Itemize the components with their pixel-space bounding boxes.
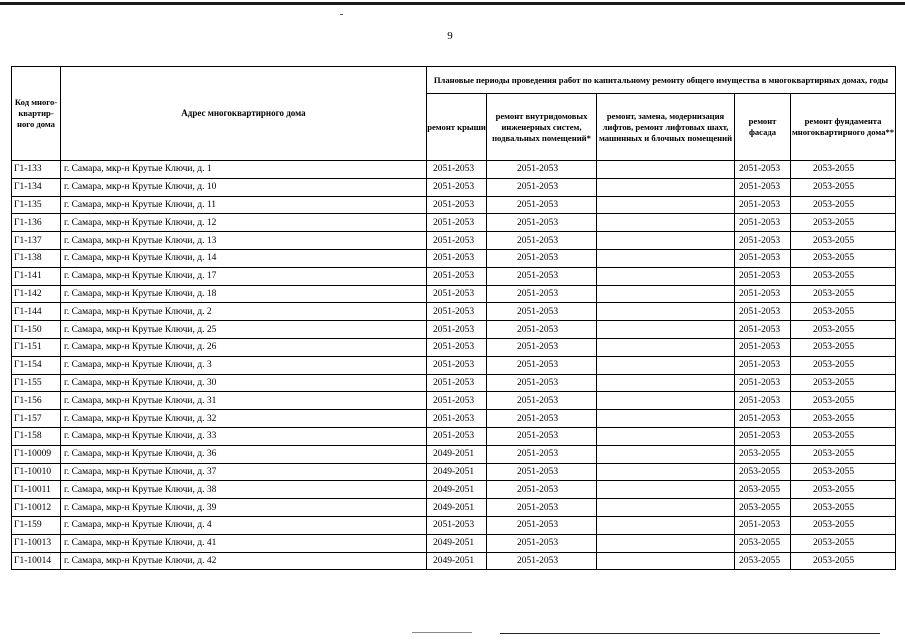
row-lifts-period [597, 374, 735, 392]
row-code: Г1-135 [12, 196, 61, 214]
row-address: г. Самара, мкр-н Крутые Ключи, д. 32 [61, 410, 427, 428]
row-engineering-period: 2051-2053 [487, 303, 597, 321]
row-foundation-period: 2053-2055 [791, 196, 896, 214]
table-row [12, 534, 896, 552]
row-facade-period: 2053-2055 [735, 552, 791, 570]
row-address: г. Самара, мкр-н Крутые Ключи, д. 14 [61, 249, 427, 267]
row-foundation-period: 2053-2055 [791, 321, 896, 339]
row-roof-period: 2049-2051 [427, 481, 487, 499]
row-code: Г1-156 [12, 392, 61, 410]
row-code: Г1-159 [12, 516, 61, 534]
table-row [12, 249, 896, 267]
row-facade-period: 2051-2053 [735, 267, 791, 285]
row-roof-period: 2051-2053 [427, 516, 487, 534]
row-engineering-period: 2051-2053 [487, 463, 597, 481]
table-row [12, 392, 896, 410]
row-foundation-period: 2053-2055 [791, 338, 896, 356]
row-code: Г1-10013 [12, 534, 61, 552]
row-address: г. Самара, мкр-н Крутые Ключи, д. 33 [61, 427, 427, 445]
row-engineering-period: 2051-2053 [487, 285, 597, 303]
row-address: г. Самара, мкр-н Крутые Ключи, д. 17 [61, 267, 427, 285]
repair-schedule-table [11, 66, 896, 570]
row-facade-period: 2051-2053 [735, 427, 791, 445]
row-address: г. Самара, мкр-н Крутые Ключи, д. 10 [61, 178, 427, 196]
row-address: г. Самара, мкр-н Крутые Ключи, д. 13 [61, 232, 427, 250]
row-lifts-period [597, 178, 735, 196]
row-code: Г1-10009 [12, 445, 61, 463]
row-engineering-period: 2051-2053 [487, 516, 597, 534]
row-roof-period: 2051-2053 [427, 374, 487, 392]
row-facade-period: 2053-2055 [735, 534, 791, 552]
row-engineering-period: 2051-2053 [487, 374, 597, 392]
row-facade-period: 2051-2053 [735, 196, 791, 214]
row-foundation-period: 2053-2055 [791, 267, 896, 285]
row-code: Г1-137 [12, 232, 61, 250]
row-facade-period: 2053-2055 [735, 481, 791, 499]
row-code: Г1-134 [12, 178, 61, 196]
table-row [12, 285, 896, 303]
header-engineering: ремонт внутридомовых инженерных систем, подвальных помещений* [487, 94, 597, 161]
row-address: г. Самара, мкр-н Крутые Ключи, д. 38 [61, 481, 427, 499]
top-border-line [0, 2, 905, 5]
row-lifts-period [597, 321, 735, 339]
row-facade-period: 2053-2055 [735, 499, 791, 517]
row-foundation-period: 2053-2055 [791, 534, 896, 552]
row-address: г. Самара, мкр-н Крутые Ключи, д. 39 [61, 499, 427, 517]
table-row [12, 499, 896, 517]
row-code: Г1-10010 [12, 463, 61, 481]
row-lifts-period [597, 196, 735, 214]
table-row [12, 516, 896, 534]
row-lifts-period [597, 427, 735, 445]
row-code: Г1-154 [12, 356, 61, 374]
row-code: Г1-10012 [12, 499, 61, 517]
table-row [12, 338, 896, 356]
row-lifts-period [597, 214, 735, 232]
row-lifts-period [597, 161, 735, 179]
row-roof-period: 2051-2053 [427, 178, 487, 196]
row-facade-period: 2051-2053 [735, 303, 791, 321]
row-foundation-period: 2053-2055 [791, 392, 896, 410]
row-address: г. Самара, мкр-н Крутые Ключи, д. 30 [61, 374, 427, 392]
row-code: Г1-157 [12, 410, 61, 428]
row-lifts-period [597, 267, 735, 285]
row-foundation-period: 2053-2055 [791, 303, 896, 321]
row-code: Г1-138 [12, 249, 61, 267]
row-facade-period: 2051-2053 [735, 392, 791, 410]
table-header [12, 67, 896, 161]
header-facade: ремонт фасада [735, 94, 791, 161]
row-address: г. Самара, мкр-н Крутые Ключи, д. 4 [61, 516, 427, 534]
row-engineering-period: 2051-2053 [487, 481, 597, 499]
row-code: Г1-150 [12, 321, 61, 339]
row-code: Г1-10014 [12, 552, 61, 570]
row-roof-period: 2049-2051 [427, 534, 487, 552]
scan-artifact [500, 633, 880, 634]
row-facade-period: 2051-2053 [735, 516, 791, 534]
row-roof-period: 2049-2051 [427, 463, 487, 481]
scan-artifact [340, 14, 343, 15]
row-code: Г1-158 [12, 427, 61, 445]
row-lifts-period [597, 356, 735, 374]
row-engineering-period: 2051-2053 [487, 427, 597, 445]
row-roof-period: 2051-2053 [427, 356, 487, 374]
row-roof-period: 2051-2053 [427, 427, 487, 445]
table-row [12, 178, 896, 196]
table-body [12, 161, 896, 570]
row-facade-period: 2051-2053 [735, 249, 791, 267]
row-lifts-period [597, 285, 735, 303]
row-engineering-period: 2051-2053 [487, 499, 597, 517]
row-lifts-period [597, 499, 735, 517]
row-lifts-period [597, 410, 735, 428]
scan-artifact [412, 632, 472, 633]
row-address: г. Самара, мкр-н Крутые Ключи, д. 36 [61, 445, 427, 463]
row-facade-period: 2051-2053 [735, 161, 791, 179]
row-lifts-period [597, 534, 735, 552]
table-row [12, 232, 896, 250]
row-facade-period: 2051-2053 [735, 356, 791, 374]
table-row [12, 463, 896, 481]
row-engineering-period: 2051-2053 [487, 338, 597, 356]
row-engineering-period: 2051-2053 [487, 232, 597, 250]
row-foundation-period: 2053-2055 [791, 445, 896, 463]
row-facade-period: 2051-2053 [735, 178, 791, 196]
row-roof-period: 2051-2053 [427, 410, 487, 428]
row-code: Г1-144 [12, 303, 61, 321]
row-roof-period: 2051-2053 [427, 161, 487, 179]
row-roof-period: 2049-2051 [427, 552, 487, 570]
row-engineering-period: 2051-2053 [487, 267, 597, 285]
row-address: г. Самара, мкр-н Крутые Ключи, д. 11 [61, 196, 427, 214]
row-foundation-period: 2053-2055 [791, 285, 896, 303]
row-roof-period: 2051-2053 [427, 303, 487, 321]
row-code: Г1-133 [12, 161, 61, 179]
row-foundation-period: 2053-2055 [791, 552, 896, 570]
row-engineering-period: 2051-2053 [487, 410, 597, 428]
row-address: г. Самара, мкр-н Крутые Ключи, д. 31 [61, 392, 427, 410]
row-roof-period: 2051-2053 [427, 285, 487, 303]
row-roof-period: 2051-2053 [427, 338, 487, 356]
row-facade-period: 2051-2053 [735, 410, 791, 428]
row-roof-period: 2051-2053 [427, 196, 487, 214]
row-foundation-period: 2053-2055 [791, 214, 896, 232]
row-foundation-period: 2053-2055 [791, 356, 896, 374]
row-foundation-period: 2053-2055 [791, 178, 896, 196]
table-row [12, 161, 896, 179]
row-foundation-period: 2053-2055 [791, 410, 896, 428]
table-row [12, 267, 896, 285]
row-foundation-period: 2053-2055 [791, 516, 896, 534]
row-engineering-period: 2051-2053 [487, 534, 597, 552]
row-foundation-period: 2053-2055 [791, 499, 896, 517]
row-code: Г1-136 [12, 214, 61, 232]
table-row [12, 321, 896, 339]
row-address: г. Самара, мкр-н Крутые Ключи, д. 1 [61, 161, 427, 179]
row-engineering-period: 2051-2053 [487, 552, 597, 570]
row-foundation-period: 2053-2055 [791, 374, 896, 392]
row-engineering-period: 2051-2053 [487, 161, 597, 179]
table-row [12, 356, 896, 374]
row-address: г. Самара, мкр-н Крутые Ключи, д. 37 [61, 463, 427, 481]
header-lifts: ремонт, замена, модернизация лифтов, ремонт лифтовых шахт, машинных и блочных помещений [597, 94, 735, 161]
row-roof-period: 2051-2053 [427, 267, 487, 285]
row-facade-period: 2051-2053 [735, 214, 791, 232]
header-periods-title: Плановые периоды проведения работ по капитальному ремонту общего имущества в многоквартирных домах, годы [427, 67, 896, 94]
table-row [12, 410, 896, 428]
table-row [12, 552, 896, 570]
row-engineering-period: 2051-2053 [487, 214, 597, 232]
header-address: Адрес многоквартирного дома [61, 67, 427, 161]
row-foundation-period: 2053-2055 [791, 481, 896, 499]
table-row [12, 445, 896, 463]
header-foundation: ремонт фундамента многоквартирного дома** [791, 94, 896, 161]
row-facade-period: 2053-2055 [735, 463, 791, 481]
row-engineering-period: 2051-2053 [487, 445, 597, 463]
row-address: г. Самара, мкр-н Крутые Ключи, д. 2 [61, 303, 427, 321]
table-row [12, 214, 896, 232]
row-address: г. Самара, мкр-н Крутые Ключи, д. 18 [61, 285, 427, 303]
row-code: Г1-151 [12, 338, 61, 356]
row-foundation-period: 2053-2055 [791, 427, 896, 445]
table-row [12, 427, 896, 445]
row-code: Г1-155 [12, 374, 61, 392]
row-lifts-period [597, 232, 735, 250]
row-lifts-period [597, 338, 735, 356]
row-lifts-period [597, 481, 735, 499]
row-engineering-period: 2051-2053 [487, 249, 597, 267]
row-foundation-period: 2053-2055 [791, 249, 896, 267]
row-address: г. Самара, мкр-н Крутые Ключи, д. 25 [61, 321, 427, 339]
row-facade-period: 2051-2053 [735, 232, 791, 250]
table-row [12, 481, 896, 499]
table-row [12, 303, 896, 321]
row-roof-period: 2051-2053 [427, 214, 487, 232]
row-lifts-period [597, 552, 735, 570]
row-engineering-period: 2051-2053 [487, 178, 597, 196]
row-lifts-period [597, 303, 735, 321]
row-engineering-period: 2051-2053 [487, 356, 597, 374]
header-roof: ремонт крыши [427, 94, 487, 161]
page-number: 9 [447, 30, 453, 42]
row-engineering-period: 2051-2053 [487, 392, 597, 410]
row-engineering-period: 2051-2053 [487, 321, 597, 339]
row-foundation-period: 2053-2055 [791, 161, 896, 179]
row-lifts-period [597, 516, 735, 534]
row-roof-period: 2051-2053 [427, 232, 487, 250]
row-facade-period: 2051-2053 [735, 321, 791, 339]
row-roof-period: 2049-2051 [427, 445, 487, 463]
row-lifts-period [597, 463, 735, 481]
table-row [12, 196, 896, 214]
row-lifts-period [597, 392, 735, 410]
row-address: г. Самара, мкр-н Крутые Ключи, д. 12 [61, 214, 427, 232]
row-address: г. Самара, мкр-н Крутые Ключи, д. 41 [61, 534, 427, 552]
row-lifts-period [597, 445, 735, 463]
row-code: Г1-142 [12, 285, 61, 303]
row-engineering-period: 2051-2053 [487, 196, 597, 214]
row-foundation-period: 2053-2055 [791, 232, 896, 250]
row-address: г. Самара, мкр-н Крутые Ключи, д. 26 [61, 338, 427, 356]
row-foundation-period: 2053-2055 [791, 463, 896, 481]
row-facade-period: 2051-2053 [735, 374, 791, 392]
row-facade-period: 2051-2053 [735, 338, 791, 356]
row-code: Г1-10011 [12, 481, 61, 499]
row-lifts-period [597, 249, 735, 267]
row-code: Г1-141 [12, 267, 61, 285]
row-facade-period: 2053-2055 [735, 445, 791, 463]
row-roof-period: 2049-2051 [427, 499, 487, 517]
row-roof-period: 2051-2053 [427, 249, 487, 267]
row-roof-period: 2051-2053 [427, 321, 487, 339]
row-address: г. Самара, мкр-н Крутые Ключи, д. 3 [61, 356, 427, 374]
row-address: г. Самара, мкр-н Крутые Ключи, д. 42 [61, 552, 427, 570]
header-code: Код много-квартир-ного дома [12, 67, 61, 161]
table-row [12, 374, 896, 392]
row-roof-period: 2051-2053 [427, 392, 487, 410]
row-facade-period: 2051-2053 [735, 285, 791, 303]
